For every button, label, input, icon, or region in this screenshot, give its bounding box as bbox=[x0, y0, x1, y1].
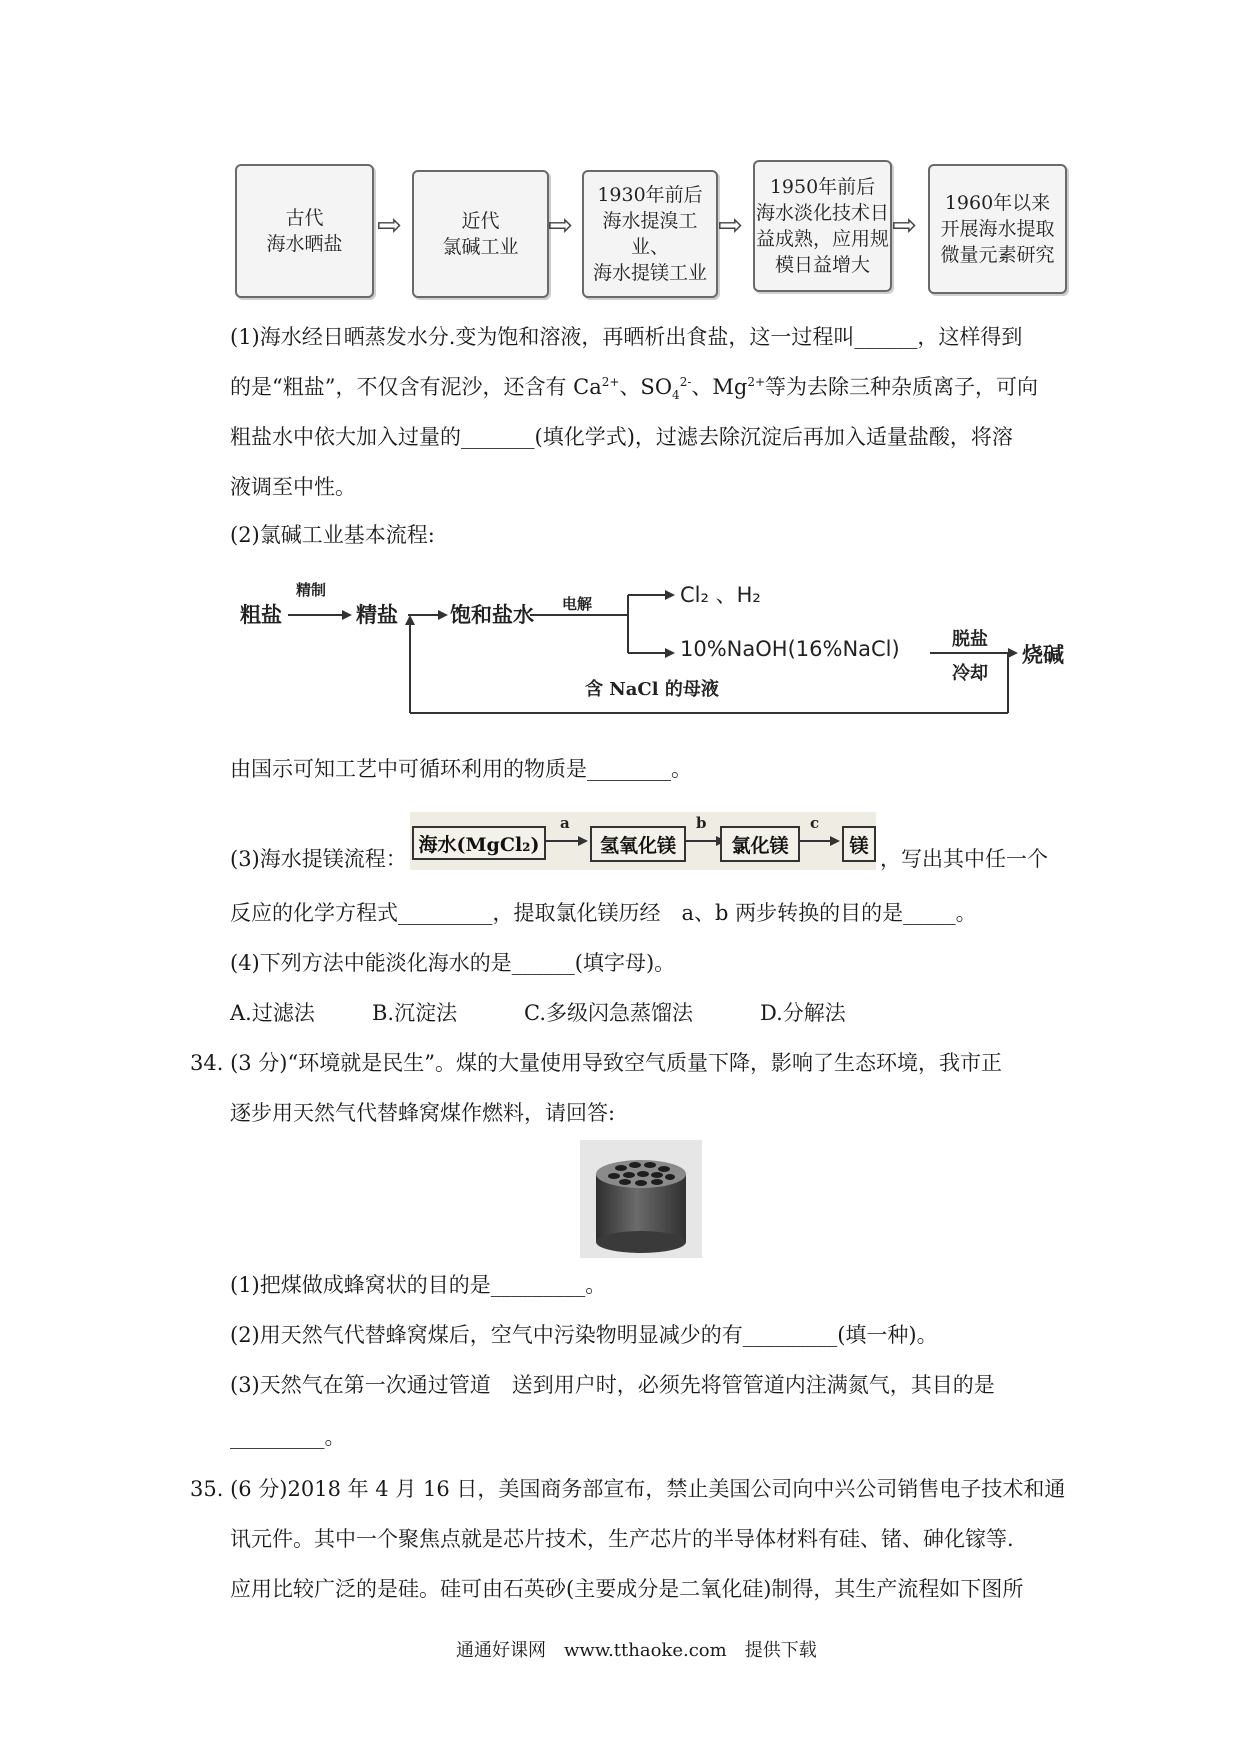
timeline-box-1960 bbox=[928, 164, 1067, 294]
q33-part3-line2: 反应的化学方程式_________，提取氯化镁历经 a、b 两步转换的目的是_____。 bbox=[230, 901, 977, 925]
q33-part3-after: ，写出其中任一个 bbox=[880, 847, 1048, 871]
q33-part1-line2 bbox=[230, 372, 1038, 402]
mg-metal-box: 镁 bbox=[842, 826, 876, 862]
timeline-box-1950 bbox=[753, 160, 892, 292]
q33-part2-title: (2)氯碱工业基本流程: bbox=[230, 523, 435, 547]
q33-part1-line3: 粗盐水中依大加入过量的_______(填化学式)，过滤去除沉淀后再加入适量盐酸，将溶 bbox=[230, 425, 1013, 449]
timeline-text: 1950年前后 bbox=[769, 176, 876, 198]
mg-step-b: b bbox=[696, 814, 707, 832]
option-a: A.过滤法 bbox=[230, 1001, 315, 1025]
timeline-text: 模日益增大 bbox=[774, 254, 870, 276]
superscript: 2+ bbox=[601, 375, 620, 389]
honeycomb-coal-drawing bbox=[580, 1140, 702, 1258]
text-span: 的是“粗盐”，不仅含有泥沙，还含有 Ca bbox=[230, 375, 602, 399]
text-span: 、SO bbox=[619, 375, 673, 399]
timeline-text: 海水提溴工业、 bbox=[602, 210, 698, 258]
q35-line2: 讯元件。其中一个聚焦点就是芯片技术，生产芯片的半导体材料有硅、锗、砷化镓等. bbox=[230, 1527, 1014, 1551]
arrow-icon: ⇨ bbox=[548, 208, 574, 243]
history-timeline bbox=[230, 158, 1090, 308]
flow-refine-label: 精制 bbox=[296, 581, 327, 599]
mg-seawater-box: 海水(MgCl₂) bbox=[412, 826, 546, 860]
timeline-text: 开展海水提取 bbox=[940, 218, 1055, 240]
mg-hydroxide-box: 氢氧化镁 bbox=[590, 826, 686, 862]
honeycomb-coal-image bbox=[580, 1140, 702, 1258]
superscript: 2+ bbox=[747, 375, 766, 389]
q34-sub2: (2)用天然气代替蜂窝煤后，空气中污染物明显减少的有_________(填一种)。 bbox=[230, 1323, 938, 1347]
chlor-alkali-flow bbox=[240, 581, 1090, 715]
timeline-text: 海水淡化技术日 bbox=[755, 202, 889, 224]
q33-part4: (4)下列方法中能淡化海水的是______(填字母)。 bbox=[230, 951, 676, 975]
mg-chloride-box: 氯化镁 bbox=[720, 826, 800, 862]
timeline-text: 古代 bbox=[285, 207, 324, 229]
flow-electrolysis-label: 电解 bbox=[562, 595, 593, 613]
flow-fine-salt: 精盐 bbox=[356, 602, 398, 627]
timeline-text: 近代 bbox=[461, 210, 500, 232]
q33-part3-label: (3)海水提镁流程： bbox=[230, 847, 407, 871]
page-footer: 通通好课网 www.tthaoke.com 提供下载 bbox=[456, 1640, 817, 1661]
option-d: D.分解法 bbox=[760, 1001, 846, 1025]
mg-step-a: a bbox=[560, 814, 570, 832]
timeline-text: 海水晒盐 bbox=[266, 233, 343, 255]
flow-cool-label: 冷却 bbox=[952, 663, 988, 684]
flow-caustic-soda: 烧碱 bbox=[1022, 642, 1064, 667]
arrow-icon: ⇨ bbox=[892, 208, 918, 243]
timeline-text: 1930年前后 bbox=[597, 184, 703, 206]
magnesium-flow bbox=[410, 812, 876, 870]
timeline-text: 益成熟，应用规 bbox=[755, 228, 889, 250]
arrow-icon: ⇨ bbox=[377, 208, 403, 243]
flow-mother-liquor: 含 NaCl 的母液 bbox=[585, 679, 719, 700]
subscript: 4 bbox=[672, 388, 680, 403]
mg-step-c: c bbox=[810, 814, 820, 832]
q33-part1-line1: (1)海水经日晒蒸发水分.变为饱和溶液，再晒析出食盐，这一过程叫______，这样得到 bbox=[230, 325, 1023, 349]
q33-part1-line4: 液调至中性。 bbox=[230, 475, 356, 499]
timeline-text: 氯碱工业 bbox=[442, 236, 519, 258]
timeline-box-ancient bbox=[235, 164, 374, 298]
flow-brine: 饱和盐水 bbox=[450, 602, 534, 627]
flow-naoh-solution: 10%NaOH(16%NaCl) bbox=[680, 637, 900, 661]
superscript: 2- bbox=[679, 375, 692, 389]
option-c: C.多级闪急蒸馏法 bbox=[524, 1001, 693, 1025]
flow-desalt-label: 脱盐 bbox=[952, 629, 988, 650]
text-span: 、Mg bbox=[691, 375, 748, 399]
q34-sub3: (3)天然气在第一次通过管道 送到用户时，必须先将管管道内注满氮气，其目的是 bbox=[230, 1373, 995, 1397]
timeline-text: 微量元素研究 bbox=[940, 244, 1055, 266]
timeline-box-modern bbox=[412, 170, 549, 298]
q34-line2: 逐步用天然气代替蜂窝煤作燃料，请回答: bbox=[230, 1101, 616, 1125]
arrow-icon: ⇨ bbox=[718, 208, 744, 243]
q34-sub1: (1)把煤做成蜂窝状的目的是_________。 bbox=[230, 1273, 607, 1297]
q33-part2-question: 由国示可知工艺中可循环利用的物质是________。 bbox=[230, 757, 692, 781]
q35-line3: 应用比较广泛的是硅。硅可由石英砂(主要成分是二氧化硅)制得，其生产流程如下图所 bbox=[230, 1577, 1024, 1601]
q35-line1: 35. (6 分)2018 年 4 月 16 日，美国商务部宣布，禁止美国公司向中兴公司销售电子技术和通 bbox=[190, 1477, 1066, 1501]
flow-crude-salt: 粗盐 bbox=[240, 602, 282, 627]
timeline-text: 1960年以来 bbox=[944, 192, 1051, 214]
flow-gas-products: Cl₂ 、H₂ bbox=[680, 583, 761, 607]
timeline-text: 海水提镁工业 bbox=[592, 262, 707, 284]
timeline-box-1930 bbox=[582, 170, 718, 298]
q34-sub3-blank: _________。 bbox=[230, 1425, 346, 1449]
q34-line1: 34. (3 分)“环境就是民生”。煤的大量使用导致空气质量下降，影响了生态环境，我市正 bbox=[190, 1051, 1002, 1075]
text-span: 等为去除三种杂质离子，可向 bbox=[765, 375, 1039, 399]
option-b: B.沉淀法 bbox=[372, 1001, 458, 1025]
